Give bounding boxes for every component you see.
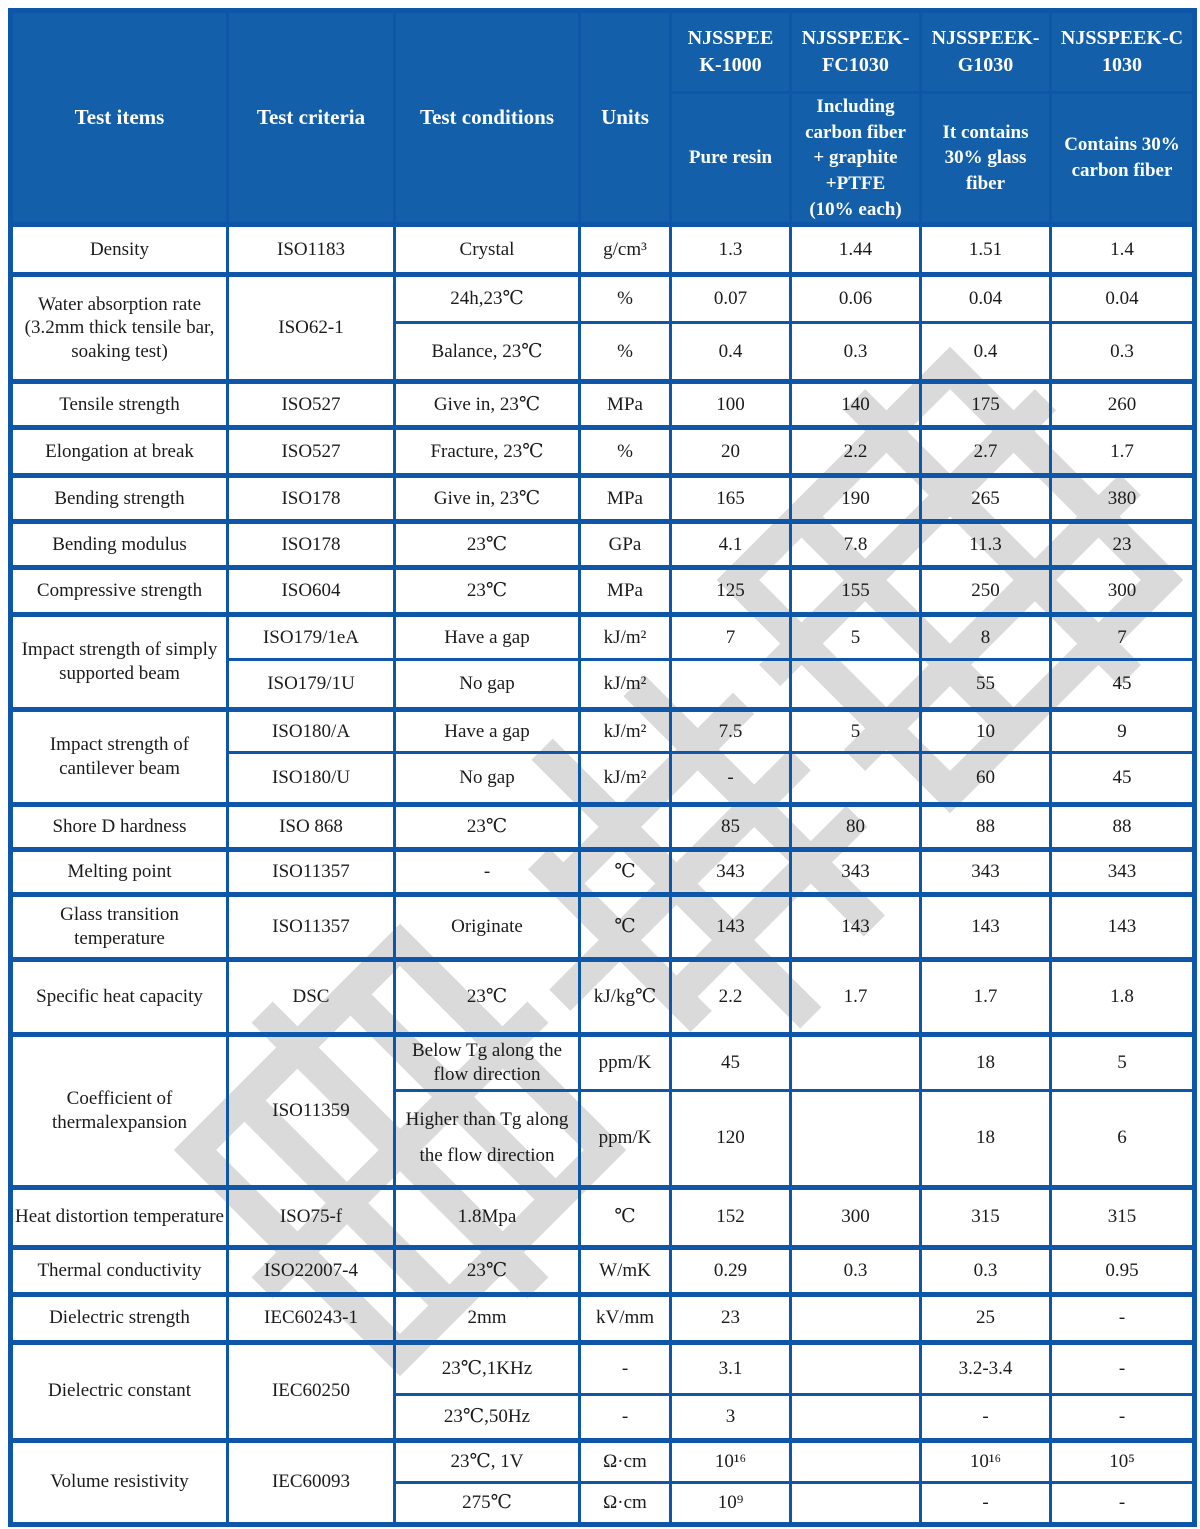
product-desc-g1030: It contains 30% glass fiber bbox=[921, 93, 1051, 225]
cell-value: 6 bbox=[1051, 1090, 1195, 1187]
col-header-test-items: Test items bbox=[11, 11, 228, 225]
cell-value: 45 bbox=[671, 1035, 791, 1091]
cell-criteria: IEC60250 bbox=[228, 1342, 395, 1440]
cell-value: 1.4 bbox=[1051, 225, 1195, 275]
table-row bbox=[11, 1294, 1195, 1342]
cell-value: 315 bbox=[1051, 1187, 1195, 1247]
table-row bbox=[11, 568, 1195, 615]
cell-value: 0.4 bbox=[671, 323, 791, 382]
cell-value: - bbox=[1051, 1294, 1195, 1342]
cell-value: 120 bbox=[671, 1090, 791, 1187]
cell-condition: 23℃,50Hz bbox=[395, 1394, 580, 1440]
cell-condition: 23℃ bbox=[395, 960, 580, 1035]
cell-value: 0.07 bbox=[671, 275, 791, 323]
product-desc-fc1030: Including carbon fiber + graphite +PTFE (10% each) bbox=[791, 93, 921, 225]
cell-condition: Below Tg along the flow direction bbox=[395, 1035, 580, 1091]
cell-criteria: ISO180/U bbox=[228, 753, 395, 805]
cell-value: 175 bbox=[921, 382, 1051, 428]
cell-value: 10¹⁶ bbox=[671, 1440, 791, 1482]
cell-value: 143 bbox=[791, 895, 921, 960]
cell-item: Melting point bbox=[11, 850, 228, 895]
cell-value: 343 bbox=[921, 850, 1051, 895]
cell-condition: - bbox=[395, 850, 580, 895]
cell-value: 45 bbox=[1051, 753, 1195, 805]
cell-value: 0.4 bbox=[921, 323, 1051, 382]
cell-unit: ℃ bbox=[580, 1187, 671, 1247]
cell-unit: - bbox=[580, 1394, 671, 1440]
cell-value: 9 bbox=[1051, 710, 1195, 753]
cell-condition: Balance, 23℃ bbox=[395, 323, 580, 382]
cell-value: 0.3 bbox=[1051, 323, 1195, 382]
cell-value: 100 bbox=[671, 382, 791, 428]
cell-value: 4.1 bbox=[671, 522, 791, 568]
cell-value: 8 bbox=[921, 615, 1051, 660]
cell-item: Dielectric constant bbox=[11, 1342, 228, 1440]
cell-value: 18 bbox=[921, 1090, 1051, 1187]
cell-value: 343 bbox=[671, 850, 791, 895]
cell-condition: 23℃ bbox=[395, 1247, 580, 1294]
table-row bbox=[11, 1440, 1195, 1482]
cell-value: 60 bbox=[921, 753, 1051, 805]
cell-criteria: ISO179/1eA bbox=[228, 615, 395, 660]
cell-criteria: IEC60093 bbox=[228, 1440, 395, 1524]
cell-value bbox=[791, 1482, 921, 1524]
table-row bbox=[11, 895, 1195, 960]
cell-criteria: DSC bbox=[228, 960, 395, 1035]
cell-item: Volume resistivity bbox=[11, 1440, 228, 1524]
header-row-products bbox=[11, 11, 1195, 93]
cell-value: 260 bbox=[1051, 382, 1195, 428]
cell-condition: No gap bbox=[395, 660, 580, 710]
cell-unit: ℃ bbox=[580, 895, 671, 960]
cell-condition: Crystal bbox=[395, 225, 580, 275]
cell-unit bbox=[580, 805, 671, 850]
cell-value: 380 bbox=[1051, 476, 1195, 522]
cell-unit: GPa bbox=[580, 522, 671, 568]
table-row bbox=[11, 522, 1195, 568]
cell-condition: Give in, 23℃ bbox=[395, 382, 580, 428]
cell-value: 10¹⁶ bbox=[921, 1440, 1051, 1482]
cell-value: 1.3 bbox=[671, 225, 791, 275]
cell-value: 23 bbox=[1051, 522, 1195, 568]
cell-value: 23 bbox=[671, 1294, 791, 1342]
cell-item: Heat distortion temperature bbox=[11, 1187, 228, 1247]
table-row bbox=[11, 1035, 1195, 1091]
cell-value: 7 bbox=[1051, 615, 1195, 660]
cell-value: 10 bbox=[921, 710, 1051, 753]
cell-value: - bbox=[1051, 1342, 1195, 1394]
cell-value: 0.04 bbox=[1051, 275, 1195, 323]
cell-item: Glass transition temperature bbox=[11, 895, 228, 960]
cell-value: 300 bbox=[1051, 568, 1195, 615]
cell-value: 45 bbox=[1051, 660, 1195, 710]
cell-value: 5 bbox=[791, 710, 921, 753]
cell-unit: % bbox=[580, 275, 671, 323]
cell-unit: MPa bbox=[580, 476, 671, 522]
cell-item: Elongation at break bbox=[11, 428, 228, 476]
cell-value: 343 bbox=[1051, 850, 1195, 895]
cell-value: 25 bbox=[921, 1294, 1051, 1342]
cell-value: 143 bbox=[671, 895, 791, 960]
cell-unit: ℃ bbox=[580, 850, 671, 895]
cell-value: 3.1 bbox=[671, 1342, 791, 1394]
cell-condition: 23℃, 1V bbox=[395, 1440, 580, 1482]
cell-value: 10⁹ bbox=[671, 1482, 791, 1524]
cell-item: Tensile strength bbox=[11, 382, 228, 428]
cell-criteria: ISO62-1 bbox=[228, 275, 395, 382]
cell-unit: ppm/K bbox=[580, 1035, 671, 1091]
cell-value bbox=[791, 1294, 921, 1342]
table-row bbox=[11, 1247, 1195, 1294]
table-row bbox=[11, 1187, 1195, 1247]
table-row bbox=[11, 805, 1195, 850]
cell-value: 1.51 bbox=[921, 225, 1051, 275]
cell-condition: Have a gap bbox=[395, 710, 580, 753]
cell-unit: - bbox=[580, 1342, 671, 1394]
cell-unit: kJ/m² bbox=[580, 753, 671, 805]
cell-condition: 275℃ bbox=[395, 1482, 580, 1524]
cell-value bbox=[791, 1090, 921, 1187]
table-row bbox=[11, 225, 1195, 275]
cell-value: 10⁵ bbox=[1051, 1440, 1195, 1482]
cell-value: 140 bbox=[791, 382, 921, 428]
cell-item: Bending modulus bbox=[11, 522, 228, 568]
cell-unit: ppm/K bbox=[580, 1090, 671, 1187]
cell-value: 55 bbox=[921, 660, 1051, 710]
cell-value: 0.3 bbox=[791, 1247, 921, 1294]
cell-unit: Ω·cm bbox=[580, 1482, 671, 1524]
cell-condition: 23℃,1KHz bbox=[395, 1342, 580, 1394]
cell-value: - bbox=[921, 1394, 1051, 1440]
table-row bbox=[11, 960, 1195, 1035]
cell-condition: 1.8Mpa bbox=[395, 1187, 580, 1247]
table-row bbox=[11, 275, 1195, 323]
table-row bbox=[11, 850, 1195, 895]
cell-value: 1.7 bbox=[921, 960, 1051, 1035]
table-row bbox=[11, 476, 1195, 522]
cell-value: - bbox=[671, 753, 791, 805]
cell-value: 7.8 bbox=[791, 522, 921, 568]
cell-criteria: ISO11357 bbox=[228, 895, 395, 960]
cell-criteria: ISO 868 bbox=[228, 805, 395, 850]
cell-criteria: ISO527 bbox=[228, 382, 395, 428]
cell-unit: g/cm³ bbox=[580, 225, 671, 275]
cell-condition: Give in, 23℃ bbox=[395, 476, 580, 522]
cell-value: 85 bbox=[671, 805, 791, 850]
table-row bbox=[11, 428, 1195, 476]
cell-value: 265 bbox=[921, 476, 1051, 522]
cell-criteria: ISO604 bbox=[228, 568, 395, 615]
cell-value: 1.8 bbox=[1051, 960, 1195, 1035]
cell-unit: MPa bbox=[580, 568, 671, 615]
cell-value: 0.04 bbox=[921, 275, 1051, 323]
cell-value: 143 bbox=[921, 895, 1051, 960]
product-name-g1030: NJSSPEEK-G1030 bbox=[921, 11, 1051, 93]
cell-value: 88 bbox=[1051, 805, 1195, 850]
cell-value: 155 bbox=[791, 568, 921, 615]
cell-item: Thermal conductivity bbox=[11, 1247, 228, 1294]
cell-value: 0.06 bbox=[791, 275, 921, 323]
cell-value: 2.7 bbox=[921, 428, 1051, 476]
cell-criteria: ISO527 bbox=[228, 428, 395, 476]
product-desc-k1000: Pure resin bbox=[671, 93, 791, 225]
cell-condition: No gap bbox=[395, 753, 580, 805]
cell-value: 3 bbox=[671, 1394, 791, 1440]
cell-item: Specific heat capacity bbox=[11, 960, 228, 1035]
cell-value: 88 bbox=[921, 805, 1051, 850]
cell-condition: Have a gap bbox=[395, 615, 580, 660]
cell-value: - bbox=[921, 1482, 1051, 1524]
cell-value bbox=[791, 1035, 921, 1091]
table-row bbox=[11, 1342, 1195, 1394]
cell-value: 1.44 bbox=[791, 225, 921, 275]
cell-value: 152 bbox=[671, 1187, 791, 1247]
cell-value: 0.3 bbox=[791, 323, 921, 382]
cell-criteria: ISO22007-4 bbox=[228, 1247, 395, 1294]
cell-condition: Higher than Tg along the flow direction bbox=[395, 1090, 580, 1187]
cell-value: 0.3 bbox=[921, 1247, 1051, 1294]
spec-table bbox=[8, 8, 1197, 1527]
cell-value: 343 bbox=[791, 850, 921, 895]
cell-item: Dielectric strength bbox=[11, 1294, 228, 1342]
cell-value bbox=[791, 753, 921, 805]
cell-unit: kJ/kg℃ bbox=[580, 960, 671, 1035]
cell-value: 3.2-3.4 bbox=[921, 1342, 1051, 1394]
cell-criteria: ISO75-f bbox=[228, 1187, 395, 1247]
cell-condition: Originate bbox=[395, 895, 580, 960]
cell-criteria: ISO11359 bbox=[228, 1035, 395, 1188]
cell-value bbox=[791, 1394, 921, 1440]
cell-value: 0.95 bbox=[1051, 1247, 1195, 1294]
cell-item: Coefficient of thermalexpansion bbox=[11, 1035, 228, 1188]
cell-unit: kJ/m² bbox=[580, 710, 671, 753]
cell-value: 18 bbox=[921, 1035, 1051, 1091]
cell-value: 125 bbox=[671, 568, 791, 615]
cell-value: 315 bbox=[921, 1187, 1051, 1247]
cell-condition: 23℃ bbox=[395, 805, 580, 850]
cell-value bbox=[791, 1440, 921, 1482]
cell-value: 0.29 bbox=[671, 1247, 791, 1294]
cell-unit: MPa bbox=[580, 382, 671, 428]
cell-value: 1.7 bbox=[791, 960, 921, 1035]
cell-value: - bbox=[1051, 1394, 1195, 1440]
cell-value: 7.5 bbox=[671, 710, 791, 753]
cell-value: 165 bbox=[671, 476, 791, 522]
cell-value: 190 bbox=[791, 476, 921, 522]
cell-value: 250 bbox=[921, 568, 1051, 615]
cell-criteria: ISO11357 bbox=[228, 850, 395, 895]
cell-condition: Fracture, 23℃ bbox=[395, 428, 580, 476]
cell-value: 5 bbox=[1051, 1035, 1195, 1091]
cell-condition: 2mm bbox=[395, 1294, 580, 1342]
col-header-units: Units bbox=[580, 11, 671, 225]
col-header-test-criteria: Test criteria bbox=[228, 11, 395, 225]
cell-criteria: ISO1183 bbox=[228, 225, 395, 275]
product-name-k1000: NJSSPEEK-1000 bbox=[671, 11, 791, 93]
cell-item: Water absorption rate (3.2mm thick tensile bar, soaking test) bbox=[11, 275, 228, 382]
cell-value: 300 bbox=[791, 1187, 921, 1247]
cell-criteria: IEC60243-1 bbox=[228, 1294, 395, 1342]
cell-value: 2.2 bbox=[671, 960, 791, 1035]
cell-value: 1.7 bbox=[1051, 428, 1195, 476]
cell-criteria: ISO180/A bbox=[228, 710, 395, 753]
cell-value: 7 bbox=[671, 615, 791, 660]
cell-value: 143 bbox=[1051, 895, 1195, 960]
cell-item: Bending strength bbox=[11, 476, 228, 522]
cell-value bbox=[791, 660, 921, 710]
table-row bbox=[11, 710, 1195, 753]
cell-value: 80 bbox=[791, 805, 921, 850]
cell-criteria: ISO178 bbox=[228, 476, 395, 522]
cell-value bbox=[671, 660, 791, 710]
cell-unit: kV/mm bbox=[580, 1294, 671, 1342]
cell-item: Impact strength of cantilever beam bbox=[11, 710, 228, 805]
col-header-test-conditions: Test conditions bbox=[395, 11, 580, 225]
cell-value bbox=[791, 1342, 921, 1394]
cell-condition: 24h,23℃ bbox=[395, 275, 580, 323]
cell-unit: kJ/m² bbox=[580, 660, 671, 710]
cell-unit: W/mK bbox=[580, 1247, 671, 1294]
product-name-c1030: NJSSPEEK-C1030 bbox=[1051, 11, 1195, 93]
cell-item: Shore D hardness bbox=[11, 805, 228, 850]
table-row bbox=[11, 615, 1195, 660]
product-desc-c1030: Contains 30% carbon fiber bbox=[1051, 93, 1195, 225]
cell-unit: Ω·cm bbox=[580, 1440, 671, 1482]
cell-item: Impact strength of simply supported beam bbox=[11, 615, 228, 710]
table-row bbox=[11, 382, 1195, 428]
cell-value: 5 bbox=[791, 615, 921, 660]
cell-unit: % bbox=[580, 323, 671, 382]
cell-value: 2.2 bbox=[791, 428, 921, 476]
cell-criteria: ISO178 bbox=[228, 522, 395, 568]
cell-unit: kJ/m² bbox=[580, 615, 671, 660]
cell-value: - bbox=[1051, 1482, 1195, 1524]
cell-value: 11.3 bbox=[921, 522, 1051, 568]
cell-item: Density bbox=[11, 225, 228, 275]
cell-unit: % bbox=[580, 428, 671, 476]
cell-condition: 23℃ bbox=[395, 568, 580, 615]
cell-criteria: ISO179/1U bbox=[228, 660, 395, 710]
product-name-fc1030: NJSSPEEK-FC1030 bbox=[791, 11, 921, 93]
cell-condition: 23℃ bbox=[395, 522, 580, 568]
cell-item: Compressive strength bbox=[11, 568, 228, 615]
cell-value: 20 bbox=[671, 428, 791, 476]
